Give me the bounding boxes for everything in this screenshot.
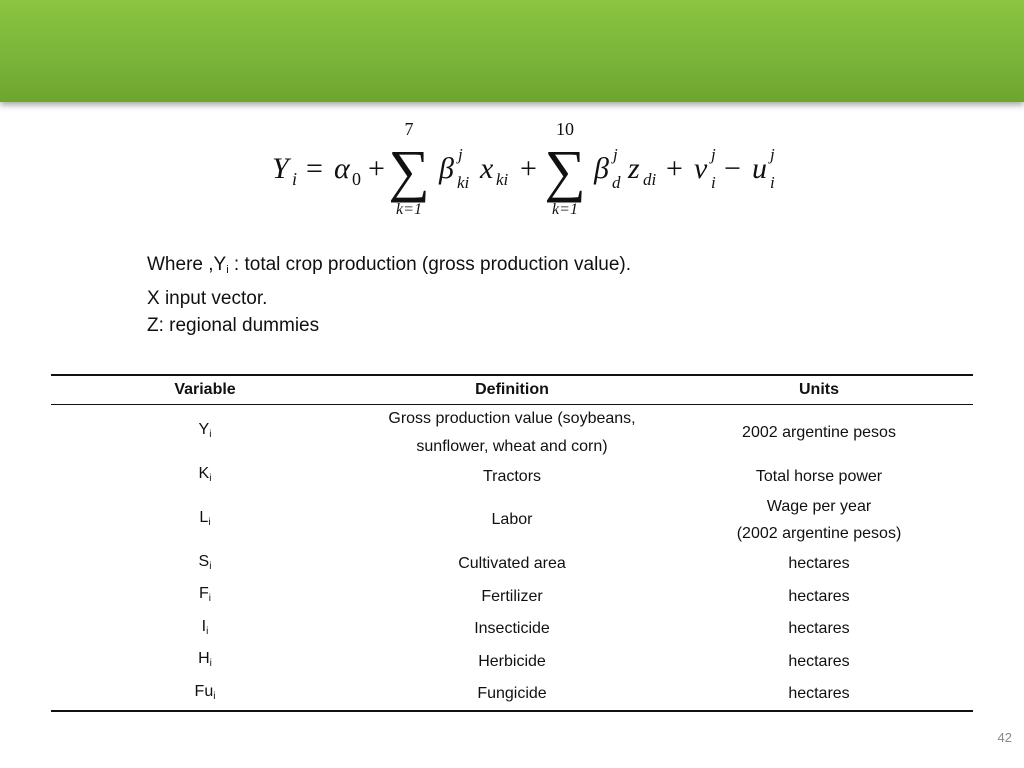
cell-units: Wage per year (2002 argentine pesos) — [736, 497, 902, 542]
cell-definition: Insecticide — [474, 620, 550, 637]
z-dummies-line: Z: regional dummies — [147, 315, 320, 336]
variables-table — [51, 374, 973, 712]
cell-variable: $K_i$ — [198, 465, 212, 484]
formula-plus-3: + — [666, 152, 683, 185]
cell-definition: Fertilizer — [481, 587, 543, 605]
formula-minus: − — [724, 152, 741, 185]
cell-definition: Fungicide — [359, 678, 665, 712]
formula-beta-1-sup: j — [458, 145, 463, 164]
formula-sum1-sigma: ∑ — [388, 138, 430, 203]
table-row — [51, 613, 973, 646]
table-row — [51, 678, 973, 712]
header-variable: Variable — [51, 375, 359, 405]
formula-x: x — [480, 152, 494, 185]
formula-alpha-sub: 0 — [352, 169, 361, 189]
variable-explanation — [147, 251, 631, 340]
cell-units: hectares — [788, 620, 850, 637]
formula-sum2-upper: 10 — [556, 119, 574, 139]
formula-beta-1: β — [439, 152, 454, 185]
formula-y-sub: i — [292, 169, 298, 189]
formula-sum2-lower: k=1 — [552, 201, 578, 218]
formula-eq: = — [306, 152, 323, 185]
cell-definition: Cultivated area — [458, 555, 566, 572]
cell-variable: $H_i$ — [198, 650, 212, 669]
table-row — [51, 493, 973, 548]
formula-beta-2-sub: d — [612, 173, 621, 192]
cell-definition: Tractors — [482, 467, 542, 485]
formula-x-sub: ki — [496, 170, 509, 189]
formula-v: v — [694, 152, 708, 185]
formula-v-sub: i — [711, 173, 716, 192]
formula-y: Y — [272, 152, 289, 185]
formula-sum2-sigma: ∑ — [544, 138, 586, 203]
formula-beta-1-sub: ki — [457, 173, 470, 192]
cell-units: 2002 argentine pesos — [742, 423, 896, 441]
cell-units: hectares — [665, 678, 973, 712]
formula-alpha: α — [334, 152, 350, 185]
production-function-formula — [262, 118, 792, 218]
where-line: Where $,Y_i$ : total crop production (gross production value). — [147, 254, 632, 276]
cell-variable: $Fu_i$ — [51, 678, 359, 712]
formula-beta-2-sup: j — [613, 145, 618, 164]
cell-variable: $S_i$ — [198, 552, 212, 572]
formula-plus-2: + — [520, 152, 537, 185]
table-row — [51, 580, 973, 613]
x-input-line: X input vector. — [147, 287, 268, 309]
header-definition: Definition — [359, 375, 665, 405]
formula-v-sup: j — [711, 145, 716, 164]
header-banner — [0, 0, 1024, 102]
cell-variable: $Y_i$ — [198, 421, 212, 441]
cell-variable: $I_i$ — [201, 617, 209, 637]
formula-z: z — [628, 152, 640, 185]
table-row — [51, 460, 973, 493]
cell-definition: Herbicide — [478, 652, 546, 670]
table-row — [51, 645, 973, 678]
formula-u: u — [752, 152, 767, 185]
formula-sum1-upper: 7 — [404, 119, 414, 139]
cell-definition: Gross production value (soybeans, sunflower, wheat and corn) — [388, 410, 636, 455]
cell-units: hectares — [788, 555, 850, 572]
cell-units: hectares — [788, 587, 850, 605]
formula-u-sub: i — [770, 173, 775, 192]
cell-variable: $F_i$ — [198, 585, 211, 604]
header-units: Units — [665, 375, 973, 405]
formula-sum1-lower: k=1 — [396, 201, 422, 218]
table-row — [51, 405, 973, 461]
page-number: 42 — [997, 730, 1012, 745]
formula-z-sub: di — [643, 170, 657, 189]
cell-units: Total horse power — [755, 467, 883, 485]
cell-definition: Labor — [491, 511, 533, 529]
cell-variable: $L_i$ — [199, 508, 211, 528]
table-header-row — [51, 375, 973, 405]
formula-u-sup: j — [770, 145, 775, 164]
formula-plus-1: + — [368, 152, 385, 185]
formula-beta-2: β — [594, 152, 609, 185]
table-row — [51, 548, 973, 581]
cell-units: hectares — [788, 652, 850, 670]
